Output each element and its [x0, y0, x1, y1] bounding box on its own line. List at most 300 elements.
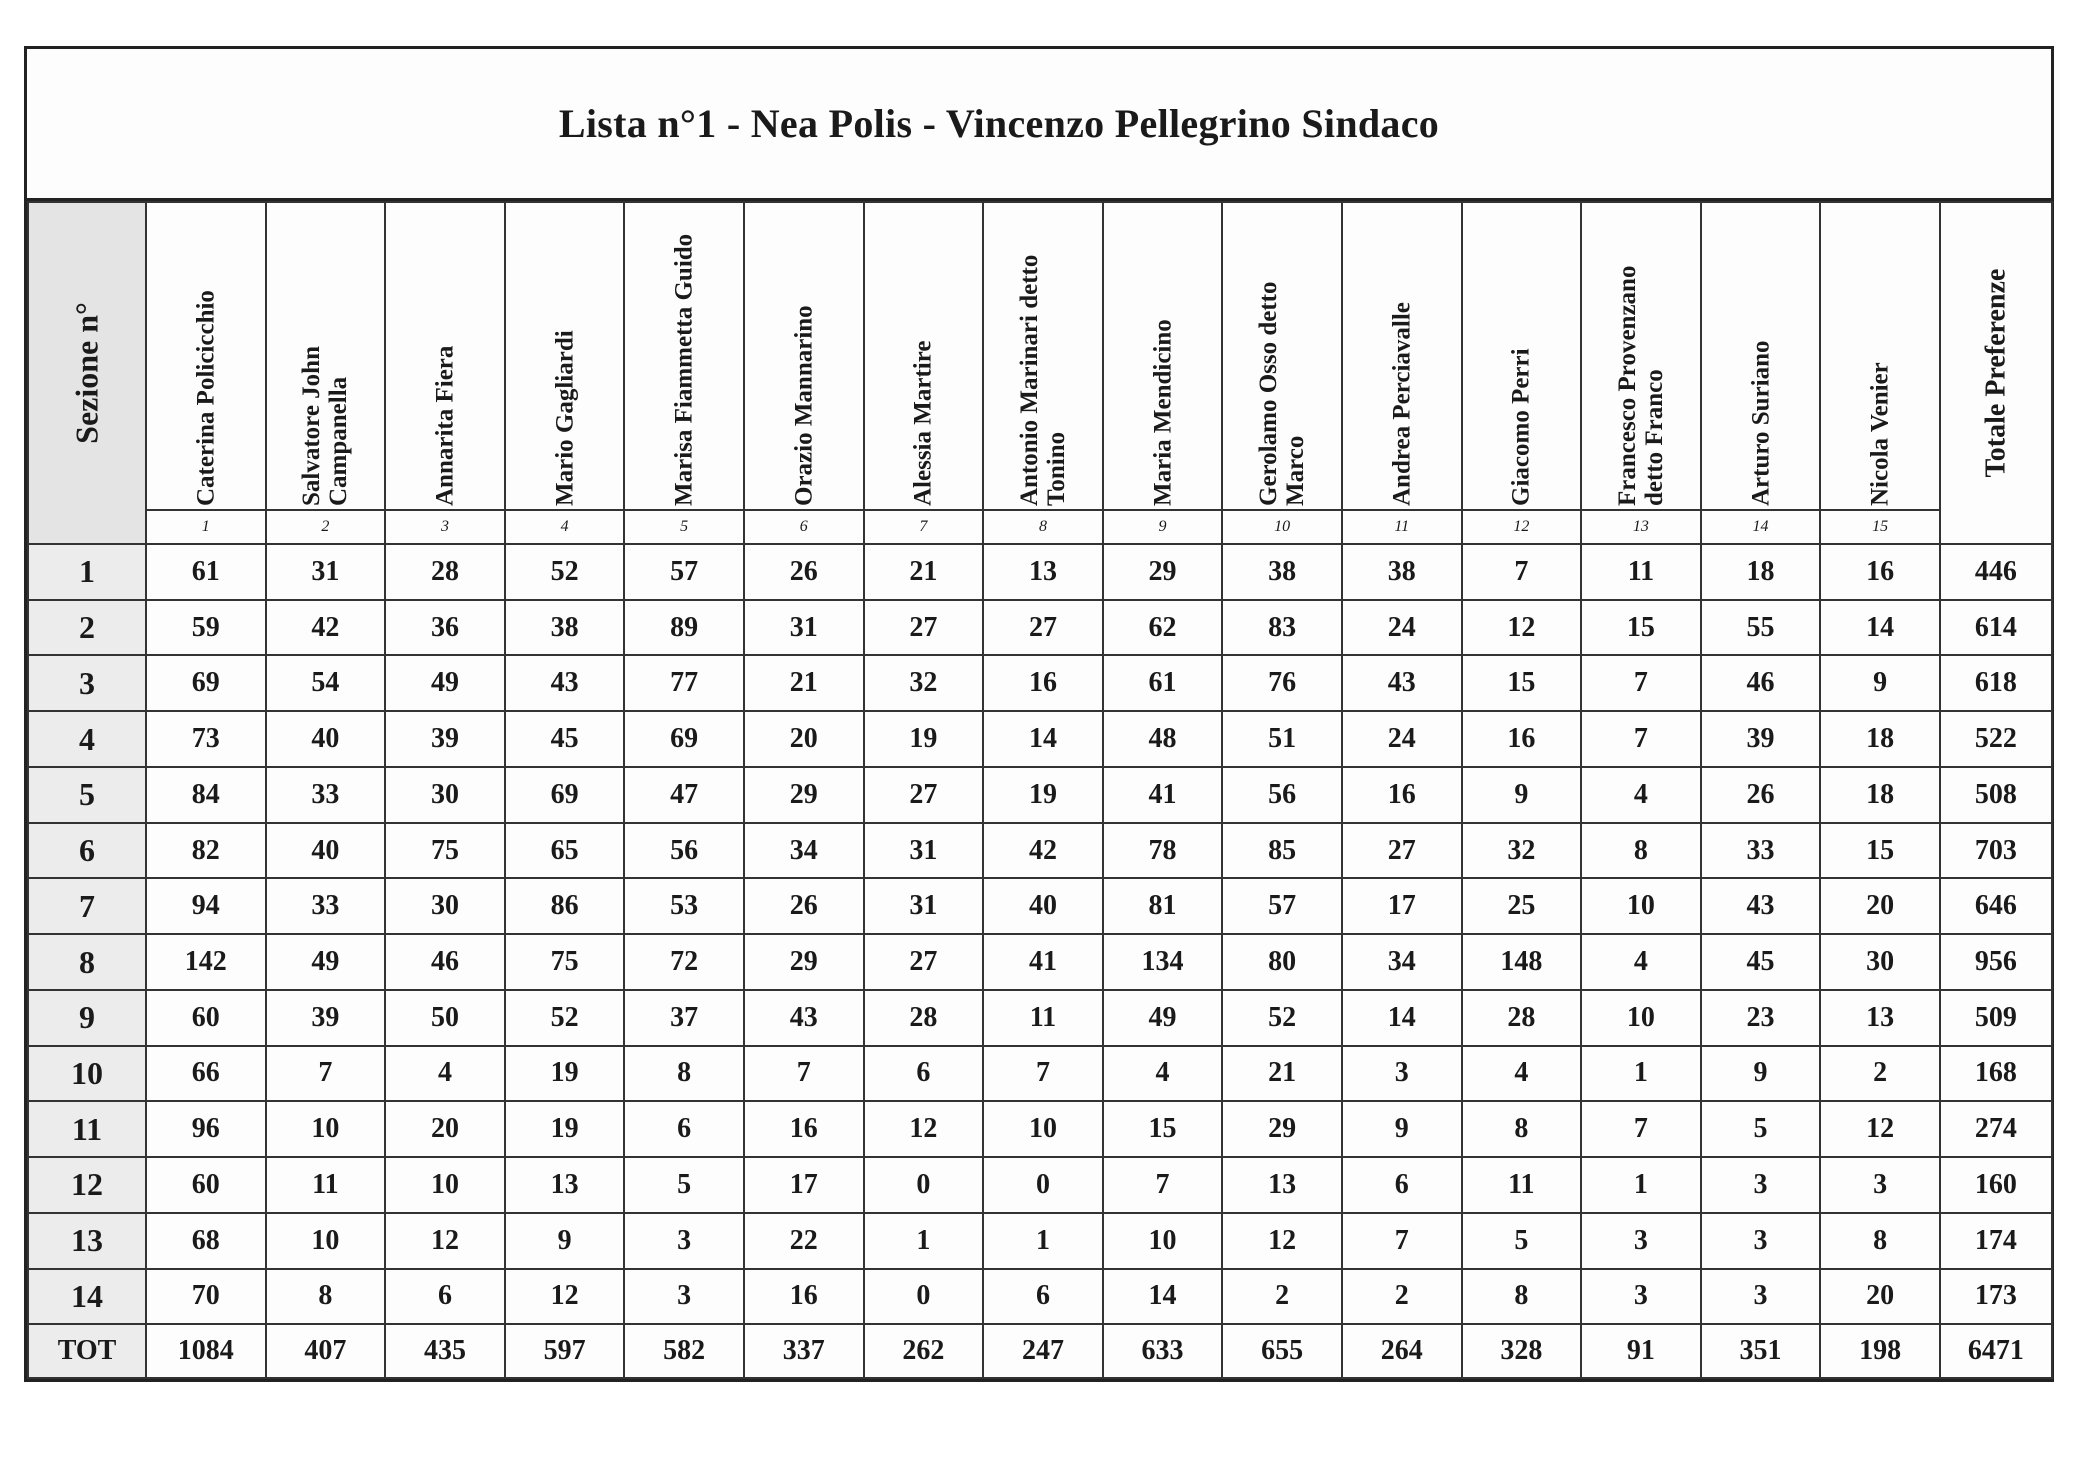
candidate-header — [385, 202, 505, 510]
vote-cell: 0 — [983, 1157, 1103, 1213]
candidate-number: 8 — [983, 510, 1103, 544]
vote-cell: 23 — [1701, 990, 1821, 1046]
vote-cell: 30 — [385, 878, 505, 934]
vote-cell: 70 — [146, 1269, 266, 1325]
vote-cell: 26 — [744, 544, 864, 600]
sezione-header — [28, 202, 146, 544]
vote-cell: 28 — [864, 990, 984, 1046]
candidate-name: Giacomo Perri — [1507, 348, 1535, 506]
vote-cell: 5 — [1701, 1101, 1821, 1157]
vote-cell: 45 — [1701, 934, 1821, 990]
vote-cell: 24 — [1342, 600, 1462, 656]
vote-cell: 4 — [1581, 767, 1701, 823]
vote-cell: 13 — [1820, 990, 1940, 1046]
totals-row — [28, 1324, 2052, 1378]
vote-cell: 82 — [146, 823, 266, 879]
candidate-number: 9 — [1103, 510, 1223, 544]
vote-cell: 53 — [624, 878, 744, 934]
results-sheet — [24, 46, 2054, 1382]
vote-cell: 3 — [1701, 1213, 1821, 1269]
candidate-header — [266, 202, 386, 510]
vote-cell: 25 — [1462, 878, 1582, 934]
candidate-number: 11 — [1342, 510, 1462, 544]
vote-cell: 42 — [266, 600, 386, 656]
vote-cell: 7 — [1103, 1157, 1223, 1213]
vote-cell: 148 — [1462, 934, 1582, 990]
table-row — [28, 823, 2052, 879]
vote-cell: 31 — [864, 878, 984, 934]
vote-cell: 38 — [1222, 544, 1342, 600]
vote-cell: 4 — [1462, 1046, 1582, 1102]
vote-cell: 8 — [1462, 1101, 1582, 1157]
vote-cell: 6 — [385, 1269, 505, 1325]
table-row — [28, 1213, 2052, 1269]
table-row — [28, 600, 2052, 656]
vote-cell: 10 — [385, 1157, 505, 1213]
vote-cell: 18 — [1820, 711, 1940, 767]
row-total: 646 — [1940, 878, 2052, 934]
vote-cell: 27 — [864, 934, 984, 990]
vote-cell: 39 — [266, 990, 386, 1046]
vote-cell: 10 — [983, 1101, 1103, 1157]
sezione-number: 5 — [28, 767, 146, 823]
vote-cell: 7 — [266, 1046, 386, 1102]
row-total: 446 — [1940, 544, 2052, 600]
vote-cell: 14 — [1103, 1269, 1223, 1325]
vote-cell: 0 — [864, 1269, 984, 1325]
vote-cell: 8 — [266, 1269, 386, 1325]
vote-cell: 57 — [624, 544, 744, 600]
vote-cell: 24 — [1342, 711, 1462, 767]
vote-cell: 20 — [1820, 878, 1940, 934]
vote-cell: 16 — [1342, 767, 1462, 823]
sezione-number: 1 — [28, 544, 146, 600]
vote-cell: 1 — [983, 1213, 1103, 1269]
vote-cell: 28 — [1462, 990, 1582, 1046]
vote-cell: 12 — [1462, 600, 1582, 656]
vote-cell: 7 — [1342, 1213, 1462, 1269]
candidate-header — [1701, 202, 1821, 510]
candidate-number: 12 — [1462, 510, 1582, 544]
candidate-total: 407 — [266, 1324, 386, 1378]
vote-cell: 20 — [744, 711, 864, 767]
candidate-total: 91 — [1581, 1324, 1701, 1378]
vote-cell: 30 — [1820, 934, 1940, 990]
vote-cell: 15 — [1103, 1101, 1223, 1157]
candidate-number: 10 — [1222, 510, 1342, 544]
sezione-number: 4 — [28, 711, 146, 767]
table-body — [28, 544, 2052, 1378]
table-row — [28, 1101, 2052, 1157]
vote-cell: 11 — [266, 1157, 386, 1213]
vote-cell: 19 — [983, 767, 1103, 823]
totale-header — [1940, 202, 2052, 544]
vote-cell: 6 — [1342, 1157, 1462, 1213]
vote-cell: 29 — [1103, 544, 1223, 600]
vote-cell: 75 — [385, 823, 505, 879]
vote-cell: 17 — [1342, 878, 1462, 934]
vote-cell: 43 — [505, 655, 625, 711]
vote-cell: 31 — [864, 823, 984, 879]
grand-total: 6471 — [1940, 1324, 2052, 1378]
vote-cell: 69 — [146, 655, 266, 711]
table-row — [28, 711, 2052, 767]
candidate-name: Marisa Fiammetta Guido — [670, 233, 698, 506]
vote-cell: 86 — [505, 878, 625, 934]
table-row — [28, 544, 2052, 600]
vote-cell: 7 — [1581, 1101, 1701, 1157]
candidate-total: 328 — [1462, 1324, 1582, 1378]
candidate-number: 13 — [1581, 510, 1701, 544]
candidate-total: 262 — [864, 1324, 984, 1378]
vote-cell: 13 — [1222, 1157, 1342, 1213]
sezione-number: 12 — [28, 1157, 146, 1213]
vote-cell: 3 — [1581, 1269, 1701, 1325]
table-row — [28, 767, 2052, 823]
header-row — [28, 202, 2052, 510]
sezione-number: 3 — [28, 655, 146, 711]
vote-cell: 3 — [1820, 1157, 1940, 1213]
vote-cell: 37 — [624, 990, 744, 1046]
candidate-header — [146, 202, 266, 510]
vote-cell: 21 — [864, 544, 984, 600]
candidate-number: 2 — [266, 510, 386, 544]
vote-cell: 76 — [1222, 655, 1342, 711]
vote-cell: 3 — [624, 1213, 744, 1269]
vote-cell: 43 — [1342, 655, 1462, 711]
vote-cell: 68 — [146, 1213, 266, 1269]
sezione-header-label: Sezione n° — [68, 302, 105, 444]
vote-cell: 48 — [1103, 711, 1223, 767]
vote-cell: 15 — [1462, 655, 1582, 711]
vote-cell: 21 — [744, 655, 864, 711]
vote-cell: 59 — [146, 600, 266, 656]
vote-cell: 12 — [1222, 1213, 1342, 1269]
vote-cell: 49 — [1103, 990, 1223, 1046]
candidate-header — [983, 202, 1103, 510]
vote-cell: 84 — [146, 767, 266, 823]
table-row — [28, 878, 2052, 934]
vote-cell: 46 — [385, 934, 505, 990]
vote-cell: 20 — [385, 1101, 505, 1157]
candidate-total: 582 — [624, 1324, 744, 1378]
vote-cell: 32 — [864, 655, 984, 711]
sezione-number: 11 — [28, 1101, 146, 1157]
candidate-header — [505, 202, 625, 510]
candidate-total: 337 — [744, 1324, 864, 1378]
candidate-number: 4 — [505, 510, 625, 544]
vote-cell: 3 — [1701, 1269, 1821, 1325]
vote-cell: 2 — [1820, 1046, 1940, 1102]
vote-cell: 38 — [1342, 544, 1462, 600]
vote-cell: 16 — [983, 655, 1103, 711]
vote-cell: 61 — [1103, 655, 1223, 711]
vote-cell: 142 — [146, 934, 266, 990]
candidate-number: 15 — [1820, 510, 1940, 544]
row-total: 173 — [1940, 1269, 2052, 1325]
vote-cell: 19 — [505, 1046, 625, 1102]
candidate-number: 14 — [1701, 510, 1821, 544]
vote-cell: 22 — [744, 1213, 864, 1269]
sezione-number: 9 — [28, 990, 146, 1046]
vote-cell: 12 — [1820, 1101, 1940, 1157]
vote-cell: 32 — [1462, 823, 1582, 879]
candidate-number: 1 — [146, 510, 266, 544]
row-total: 618 — [1940, 655, 2052, 711]
vote-cell: 54 — [266, 655, 386, 711]
row-total: 509 — [1940, 990, 2052, 1046]
vote-cell: 27 — [1342, 823, 1462, 879]
vote-cell: 13 — [983, 544, 1103, 600]
sezione-number: 6 — [28, 823, 146, 879]
vote-cell: 75 — [505, 934, 625, 990]
vote-cell: 2 — [1342, 1269, 1462, 1325]
sezione-number: 14 — [28, 1269, 146, 1325]
candidate-total: 435 — [385, 1324, 505, 1378]
vote-cell: 7 — [1581, 655, 1701, 711]
vote-cell: 6 — [864, 1046, 984, 1102]
candidate-name: Nicola Venier — [1866, 362, 1894, 506]
vote-cell: 16 — [1820, 544, 1940, 600]
vote-cell: 26 — [744, 878, 864, 934]
row-total: 168 — [1940, 1046, 2052, 1102]
vote-cell: 14 — [983, 711, 1103, 767]
vote-cell: 31 — [266, 544, 386, 600]
vote-cell: 5 — [1462, 1213, 1582, 1269]
vote-cell: 10 — [266, 1101, 386, 1157]
vote-cell: 50 — [385, 990, 505, 1046]
candidate-name: Gerolamo Osso detto Marco — [1255, 281, 1310, 506]
row-total: 274 — [1940, 1101, 2052, 1157]
vote-cell: 49 — [266, 934, 386, 990]
candidate-name: Antonio Marinari detto Tonino — [1015, 254, 1070, 506]
candidate-number-row — [28, 510, 2052, 544]
candidate-name: Francesco Provenzano detto Franco — [1613, 265, 1668, 506]
vote-cell: 6 — [624, 1101, 744, 1157]
vote-cell: 1 — [864, 1213, 984, 1269]
candidate-name: Alessia Martire — [909, 340, 937, 506]
vote-cell: 27 — [864, 600, 984, 656]
vote-cell: 29 — [1222, 1101, 1342, 1157]
vote-cell: 7 — [983, 1046, 1103, 1102]
table-row — [28, 1157, 2052, 1213]
vote-cell: 85 — [1222, 823, 1342, 879]
vote-cell: 5 — [624, 1157, 744, 1213]
row-total: 160 — [1940, 1157, 2052, 1213]
row-total: 956 — [1940, 934, 2052, 990]
vote-cell: 49 — [385, 655, 505, 711]
candidate-name: Orazio Mannarino — [790, 305, 818, 506]
vote-cell: 30 — [385, 767, 505, 823]
vote-cell: 96 — [146, 1101, 266, 1157]
vote-cell: 52 — [1222, 990, 1342, 1046]
row-total: 508 — [1940, 767, 2052, 823]
vote-cell: 61 — [146, 544, 266, 600]
vote-cell: 15 — [1820, 823, 1940, 879]
candidate-total: 247 — [983, 1324, 1103, 1378]
vote-cell: 3 — [1342, 1046, 1462, 1102]
vote-cell: 31 — [744, 600, 864, 656]
vote-cell: 16 — [1462, 711, 1582, 767]
candidate-name: Salvatore John Campanella — [298, 346, 353, 506]
candidate-total: 1084 — [146, 1324, 266, 1378]
vote-cell: 0 — [864, 1157, 984, 1213]
vote-cell: 51 — [1222, 711, 1342, 767]
vote-cell: 8 — [1581, 823, 1701, 879]
vote-cell: 20 — [1820, 1269, 1940, 1325]
vote-cell: 57 — [1222, 878, 1342, 934]
vote-cell: 8 — [1462, 1269, 1582, 1325]
vote-cell: 134 — [1103, 934, 1223, 990]
vote-cell: 89 — [624, 600, 744, 656]
sezione-number: 7 — [28, 878, 146, 934]
totals-label: TOT — [28, 1324, 146, 1378]
vote-cell: 43 — [744, 990, 864, 1046]
vote-cell: 42 — [983, 823, 1103, 879]
vote-cell: 34 — [744, 823, 864, 879]
row-total: 174 — [1940, 1213, 2052, 1269]
vote-cell: 2 — [1222, 1269, 1342, 1325]
vote-cell: 38 — [505, 600, 625, 656]
candidate-header — [1342, 202, 1462, 510]
vote-cell: 60 — [146, 1157, 266, 1213]
candidate-header — [1820, 202, 1940, 510]
vote-cell: 40 — [266, 823, 386, 879]
vote-cell: 72 — [624, 934, 744, 990]
candidate-header — [1103, 202, 1223, 510]
results-table — [27, 201, 2053, 1379]
vote-cell: 8 — [624, 1046, 744, 1102]
table-row — [28, 1046, 2052, 1102]
candidate-name: Annarita Fiera — [431, 345, 459, 506]
vote-cell: 15 — [1581, 600, 1701, 656]
vote-cell: 1 — [1581, 1046, 1701, 1102]
vote-cell: 33 — [266, 878, 386, 934]
vote-cell: 18 — [1701, 544, 1821, 600]
candidate-number: 5 — [624, 510, 744, 544]
vote-cell: 16 — [744, 1269, 864, 1325]
vote-cell: 10 — [1581, 990, 1701, 1046]
candidate-name: Mario Gagliardi — [551, 330, 579, 506]
vote-cell: 19 — [505, 1101, 625, 1157]
row-total: 614 — [1940, 600, 2052, 656]
vote-cell: 9 — [505, 1213, 625, 1269]
candidate-total: 597 — [505, 1324, 625, 1378]
candidate-total: 198 — [1820, 1324, 1940, 1378]
candidate-header — [744, 202, 864, 510]
vote-cell: 10 — [1581, 878, 1701, 934]
vote-cell: 65 — [505, 823, 625, 879]
sezione-number: 2 — [28, 600, 146, 656]
vote-cell: 8 — [1820, 1213, 1940, 1269]
vote-cell: 13 — [505, 1157, 625, 1213]
candidate-number: 7 — [864, 510, 984, 544]
candidate-total: 633 — [1103, 1324, 1223, 1378]
vote-cell: 39 — [385, 711, 505, 767]
vote-cell: 12 — [505, 1269, 625, 1325]
page-title: Lista n°1 - Nea Polis - Vincenzo Pellegrino Sindaco — [558, 101, 1440, 146]
vote-cell: 16 — [744, 1101, 864, 1157]
vote-cell: 9 — [1462, 767, 1582, 823]
vote-cell: 21 — [1222, 1046, 1342, 1102]
vote-cell: 1 — [1581, 1157, 1701, 1213]
vote-cell: 45 — [505, 711, 625, 767]
table-row — [28, 990, 2052, 1046]
vote-cell: 33 — [1701, 823, 1821, 879]
vote-cell: 83 — [1222, 600, 1342, 656]
vote-cell: 69 — [624, 711, 744, 767]
vote-cell: 29 — [744, 934, 864, 990]
vote-cell: 33 — [266, 767, 386, 823]
vote-cell: 3 — [1701, 1157, 1821, 1213]
candidate-header — [864, 202, 984, 510]
vote-cell: 52 — [505, 544, 625, 600]
vote-cell: 10 — [1103, 1213, 1223, 1269]
vote-cell: 10 — [266, 1213, 386, 1269]
candidate-number: 3 — [385, 510, 505, 544]
vote-cell: 66 — [146, 1046, 266, 1102]
vote-cell: 69 — [505, 767, 625, 823]
vote-cell: 7 — [1462, 544, 1582, 600]
vote-cell: 4 — [385, 1046, 505, 1102]
vote-cell: 40 — [266, 711, 386, 767]
vote-cell: 41 — [983, 934, 1103, 990]
candidate-header — [1462, 202, 1582, 510]
vote-cell: 7 — [1581, 711, 1701, 767]
vote-cell: 81 — [1103, 878, 1223, 934]
vote-cell: 55 — [1701, 600, 1821, 656]
vote-cell: 36 — [385, 600, 505, 656]
candidate-total: 655 — [1222, 1324, 1342, 1378]
vote-cell: 18 — [1820, 767, 1940, 823]
vote-cell: 4 — [1103, 1046, 1223, 1102]
candidate-name: Maria Mendicino — [1149, 319, 1177, 506]
candidate-name: Arturo Suriano — [1747, 340, 1775, 506]
vote-cell: 73 — [146, 711, 266, 767]
candidate-header — [1222, 202, 1342, 510]
vote-cell: 43 — [1701, 878, 1821, 934]
vote-cell: 9 — [1701, 1046, 1821, 1102]
candidate-header — [624, 202, 744, 510]
vote-cell: 11 — [1581, 544, 1701, 600]
vote-cell: 11 — [1462, 1157, 1582, 1213]
table-row — [28, 655, 2052, 711]
vote-cell: 27 — [864, 767, 984, 823]
sezione-number: 10 — [28, 1046, 146, 1102]
vote-cell: 34 — [1342, 934, 1462, 990]
vote-cell: 46 — [1701, 655, 1821, 711]
row-total: 522 — [1940, 711, 2052, 767]
vote-cell: 3 — [624, 1269, 744, 1325]
vote-cell: 14 — [1820, 600, 1940, 656]
table-row — [28, 1269, 2052, 1325]
vote-cell: 60 — [146, 990, 266, 1046]
vote-cell: 56 — [624, 823, 744, 879]
vote-cell: 7 — [744, 1046, 864, 1102]
vote-cell: 14 — [1342, 990, 1462, 1046]
vote-cell: 52 — [505, 990, 625, 1046]
vote-cell: 12 — [385, 1213, 505, 1269]
vote-cell: 47 — [624, 767, 744, 823]
candidate-number: 6 — [744, 510, 864, 544]
vote-cell: 3 — [1581, 1213, 1701, 1269]
candidate-name: Andrea Perciavalle — [1388, 302, 1416, 506]
sezione-number: 8 — [28, 934, 146, 990]
sezione-number: 13 — [28, 1213, 146, 1269]
candidate-header — [1581, 202, 1701, 510]
vote-cell: 12 — [864, 1101, 984, 1157]
candidate-total: 264 — [1342, 1324, 1462, 1378]
